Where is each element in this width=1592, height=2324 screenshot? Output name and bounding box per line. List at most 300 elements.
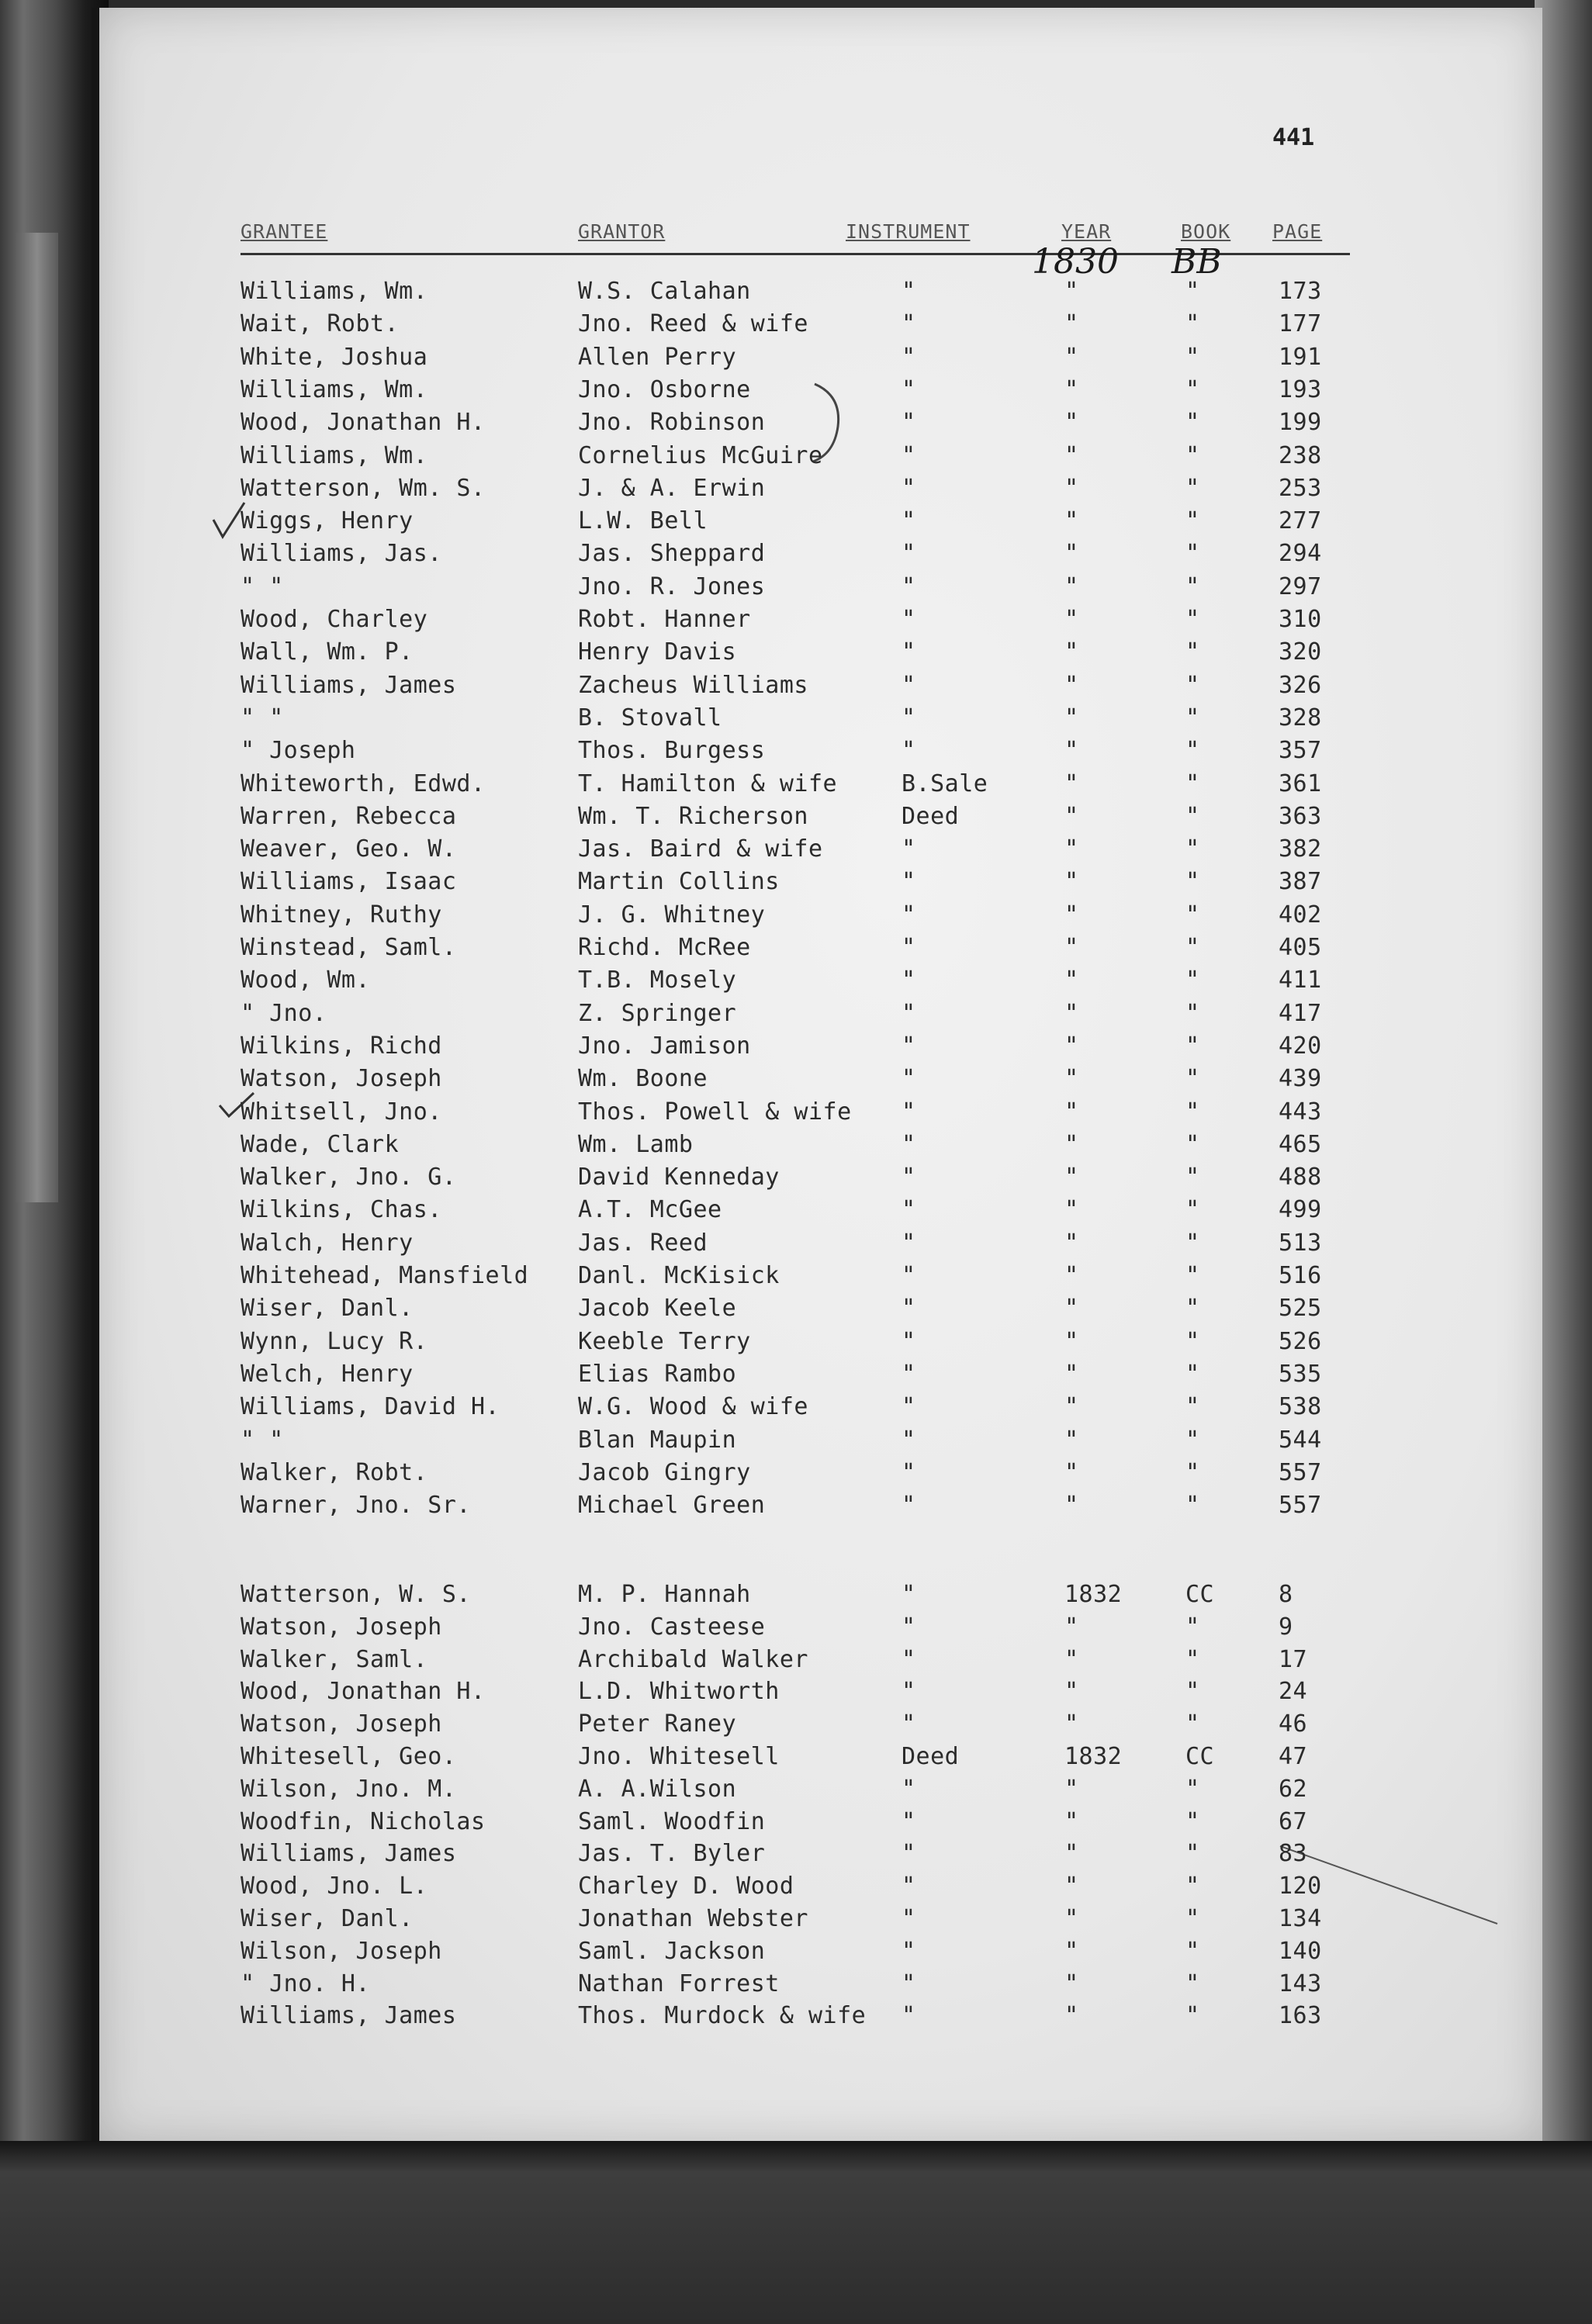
table-row (0, 1459, 1592, 1492)
cell-book: " (1185, 310, 1200, 338)
cell-grantor: L.D. Whitworth (578, 1678, 780, 1706)
cell-instrument: " (902, 1229, 916, 1257)
cell-grantor: Thos. Murdock & wife (578, 2002, 867, 2030)
cell-book: " (1185, 409, 1200, 437)
table-row (0, 1262, 1592, 1295)
cell-instrument: " (902, 1130, 916, 1158)
cell-grantee: Winstead, Saml. (241, 934, 457, 961)
cell-year: " (1064, 1196, 1079, 1224)
cell-grantor: Archibald Walker (578, 1645, 808, 1673)
table-row (0, 2002, 1592, 2035)
table-row (0, 475, 1592, 507)
cell-instrument: " (902, 1196, 916, 1224)
cell-page: 465 (1279, 1130, 1322, 1158)
cell-grantor: Jno. Osborne (578, 375, 751, 403)
cell-year: " (1064, 375, 1079, 403)
cell-book: " (1185, 507, 1200, 535)
cell-instrument: " (902, 1581, 916, 1608)
cell-grantee: " Jno. H. (241, 1970, 371, 1997)
cell-year: " (1064, 540, 1079, 568)
cell-book: " (1185, 1775, 1200, 1803)
cell-grantee: Walker, Saml. (241, 1645, 428, 1673)
cell-instrument: " (902, 967, 916, 994)
cell-instrument: " (902, 507, 916, 535)
table-row (0, 1840, 1592, 1873)
cell-page: 46 (1279, 1710, 1308, 1738)
table-row (0, 278, 1592, 310)
cell-instrument: " (902, 1164, 916, 1191)
cell-page: 67 (1279, 1807, 1308, 1835)
cell-grantee: Watson, Joseph (241, 1710, 442, 1738)
cell-grantor: Zacheus Williams (578, 671, 808, 699)
cell-page: 140 (1279, 1937, 1322, 1965)
cell-book: " (1185, 1613, 1200, 1641)
cell-page: 17 (1279, 1645, 1308, 1673)
cell-grantor: Keeble Terry (578, 1327, 751, 1355)
cell-grantor: Danl. McKisick (578, 1262, 780, 1289)
cell-page: 191 (1279, 343, 1322, 371)
cell-grantor: Blan Maupin (578, 1426, 737, 1454)
cell-page: 417 (1279, 999, 1322, 1027)
table-row (0, 1938, 1592, 1970)
cell-grantor: Jno. Reed & wife (578, 310, 808, 338)
cell-year: " (1064, 934, 1079, 961)
cell-grantor: J. & A. Erwin (578, 474, 766, 502)
cell-page: 499 (1279, 1196, 1322, 1224)
cell-grantor: Jacob Gingry (578, 1458, 751, 1486)
cell-book: CC (1185, 1581, 1215, 1608)
cell-book: " (1185, 540, 1200, 568)
table-row (0, 1970, 1592, 2003)
cell-grantee: Watterson, W. S. (241, 1581, 471, 1608)
cell-book: " (1185, 967, 1200, 994)
cell-page: 253 (1279, 474, 1322, 502)
cell-grantor: W.S. Calahan (578, 278, 751, 305)
cell-page: 538 (1279, 1393, 1322, 1421)
table-row (0, 310, 1592, 343)
cell-instrument: " (902, 1873, 916, 1900)
cell-grantor: L.W. Bell (578, 507, 708, 535)
cell-book: " (1185, 1164, 1200, 1191)
cell-grantor: Jonathan Webster (578, 1905, 808, 1932)
cell-page: 443 (1279, 1098, 1322, 1126)
cell-grantee: Watson, Joseph (241, 1613, 442, 1641)
cell-instrument: " (902, 671, 916, 699)
cell-book: " (1185, 1065, 1200, 1093)
cell-book: " (1185, 704, 1200, 731)
cell-year: " (1064, 1393, 1079, 1421)
cell-book: " (1185, 1393, 1200, 1421)
cell-grantor: Michael Green (578, 1492, 766, 1520)
cell-book: " (1185, 1360, 1200, 1388)
cell-page: 544 (1279, 1426, 1322, 1454)
cell-page: 405 (1279, 934, 1322, 961)
cell-year: " (1064, 868, 1079, 896)
cell-grantee: Whitney, Ruthy (241, 901, 442, 929)
cell-book: " (1185, 1426, 1200, 1454)
cell-instrument: Deed (902, 1743, 960, 1770)
cell-page: 24 (1279, 1678, 1308, 1706)
cell-page: 173 (1279, 278, 1322, 305)
cell-grantee: Wood, Jonathan H. (241, 409, 486, 437)
cell-page: 47 (1279, 1743, 1308, 1770)
cell-page: 363 (1279, 802, 1322, 830)
cell-instrument: " (902, 835, 916, 863)
table-row (0, 672, 1592, 704)
cell-page: 143 (1279, 1970, 1322, 1997)
cell-grantee: Wiser, Danl. (241, 1295, 414, 1323)
cell-year: " (1064, 1807, 1079, 1835)
cell-instrument: " (902, 1613, 916, 1641)
cell-instrument: " (902, 704, 916, 731)
cell-grantor: Saml. Jackson (578, 1937, 766, 1965)
table-row (0, 507, 1592, 540)
cell-year: " (1064, 1327, 1079, 1355)
cell-grantor: Z. Springer (578, 999, 737, 1027)
cell-year: " (1064, 278, 1079, 305)
cell-page: 525 (1279, 1295, 1322, 1323)
cell-instrument: " (902, 1065, 916, 1093)
cell-book: " (1185, 441, 1200, 469)
cell-instrument: " (902, 901, 916, 929)
cell-grantor: Saml. Woodfin (578, 1807, 766, 1835)
table-row (0, 1710, 1592, 1743)
cell-grantor: Jacob Keele (578, 1295, 737, 1323)
cell-grantor: W.G. Wood & wife (578, 1393, 808, 1421)
cell-page: 516 (1279, 1262, 1322, 1289)
cell-book: " (1185, 1970, 1200, 1997)
cell-instrument: " (902, 474, 916, 502)
cell-grantor: Allen Perry (578, 343, 737, 371)
table-row (0, 1131, 1592, 1164)
cell-year: 1832 (1064, 1581, 1123, 1608)
table-row (0, 573, 1592, 606)
cell-book: " (1185, 671, 1200, 699)
cell-instrument: B.Sale (902, 769, 988, 797)
table-row (0, 1098, 1592, 1131)
cell-book: " (1185, 1295, 1200, 1323)
cell-grantee: Williams, Wm. (241, 375, 428, 403)
cell-book: " (1185, 606, 1200, 633)
cell-instrument: " (902, 1360, 916, 1388)
cell-grantee: Walker, Robt. (241, 1458, 428, 1486)
cell-grantee: Whitesell, Geo. (241, 1743, 457, 1770)
cell-year: " (1064, 1229, 1079, 1257)
cell-grantee: Williams, Jas. (241, 540, 442, 568)
table-row (0, 638, 1592, 671)
cell-book: " (1185, 802, 1200, 830)
cell-grantee: " " (241, 704, 284, 731)
cell-grantor: T. Hamilton & wife (578, 769, 838, 797)
cell-grantee: Wade, Clark (241, 1130, 400, 1158)
cell-page: 411 (1279, 967, 1322, 994)
cell-page: 199 (1279, 409, 1322, 437)
cell-year: " (1064, 999, 1079, 1027)
cell-grantor: Henry Davis (578, 638, 737, 666)
handwritten-year: 1830 (1032, 242, 1119, 282)
cell-book: " (1185, 638, 1200, 666)
cell-year: " (1064, 1873, 1079, 1900)
cell-page: 420 (1279, 1032, 1322, 1060)
cell-book: " (1185, 343, 1200, 371)
table-row (0, 1808, 1592, 1841)
cell-year: " (1064, 409, 1079, 437)
cell-instrument: " (902, 278, 916, 305)
cell-instrument: " (902, 934, 916, 961)
cell-grantee: Williams, Isaac (241, 868, 457, 896)
cell-page: 488 (1279, 1164, 1322, 1191)
cell-page: 294 (1279, 540, 1322, 568)
table-row (0, 1646, 1592, 1679)
cell-year: " (1064, 638, 1079, 666)
table-row (0, 1361, 1592, 1393)
cell-page: 535 (1279, 1360, 1322, 1388)
cell-instrument: " (902, 1710, 916, 1738)
cell-page: 177 (1279, 310, 1322, 338)
cell-page: 557 (1279, 1492, 1322, 1520)
table-row (0, 540, 1592, 572)
cell-year: " (1064, 1970, 1079, 1997)
cell-book: " (1185, 1196, 1200, 1224)
cell-year: " (1064, 2002, 1079, 2030)
cell-instrument: " (902, 1492, 916, 1520)
cell-year: " (1064, 441, 1079, 469)
cell-grantor: Wm. Lamb (578, 1130, 694, 1158)
cell-year: " (1064, 704, 1079, 731)
cell-page: 238 (1279, 441, 1322, 469)
cell-grantee: Warren, Rebecca (241, 802, 457, 830)
table-row (0, 1065, 1592, 1098)
cell-instrument: " (902, 999, 916, 1027)
table-row (0, 376, 1592, 409)
cell-book: " (1185, 934, 1200, 961)
cell-instrument: " (902, 1937, 916, 1965)
table-row (0, 803, 1592, 835)
table-row (0, 1905, 1592, 1938)
cell-year: " (1064, 606, 1079, 633)
cell-year: " (1064, 1426, 1079, 1454)
cell-grantee: White, Joshua (241, 343, 428, 371)
header-grantee: GRANTEE (241, 220, 328, 243)
table-row (0, 967, 1592, 999)
cell-grantee: Wilson, Joseph (241, 1937, 442, 1965)
cell-instrument: " (902, 638, 916, 666)
cell-grantee: Welch, Henry (241, 1360, 414, 1388)
cell-grantor: Jas. T. Byler (578, 1840, 766, 1868)
cell-year: " (1064, 1458, 1079, 1486)
table-row (0, 442, 1592, 475)
cell-grantee: Williams, James (241, 671, 457, 699)
cell-instrument: " (902, 1645, 916, 1673)
cell-instrument: " (902, 540, 916, 568)
cell-grantee: " Jno. (241, 999, 327, 1027)
table-row (0, 344, 1592, 376)
cell-grantee: " Joseph (241, 737, 356, 765)
table-row (0, 934, 1592, 967)
table-row (0, 1393, 1592, 1426)
table-row (0, 606, 1592, 638)
cell-book: " (1185, 1229, 1200, 1257)
table-row (0, 704, 1592, 737)
header-book: BOOK (1181, 220, 1231, 243)
table-row (0, 1613, 1592, 1646)
cell-grantor: Thos. Powell & wife (578, 1098, 852, 1126)
cell-book: " (1185, 1937, 1200, 1965)
table-row (0, 1492, 1592, 1524)
cell-book: " (1185, 375, 1200, 403)
cell-book: " (1185, 1645, 1200, 1673)
cell-year: " (1064, 1065, 1079, 1093)
cell-grantor: Jno. R. Jones (578, 572, 766, 600)
cell-instrument: " (902, 737, 916, 765)
table-row (0, 1196, 1592, 1229)
cell-page: 8 (1279, 1581, 1293, 1608)
cell-year: 1832 (1064, 1743, 1123, 1770)
cell-grantor: Jas. Baird & wife (578, 835, 823, 863)
cell-grantor: Martin Collins (578, 868, 780, 896)
cell-year: " (1064, 1710, 1079, 1738)
cell-page: 193 (1279, 375, 1322, 403)
cell-book: " (1185, 868, 1200, 896)
cell-grantee: Wynn, Lucy R. (241, 1327, 428, 1355)
cell-year: " (1064, 769, 1079, 797)
cell-grantee: Watson, Joseph (241, 1065, 442, 1093)
cell-book: " (1185, 835, 1200, 863)
table-row (0, 1427, 1592, 1459)
cell-year: " (1064, 1492, 1079, 1520)
cell-page: 387 (1279, 868, 1322, 896)
cell-book: " (1185, 474, 1200, 502)
cell-year: " (1064, 1164, 1079, 1191)
header-grantor: GRANTOR (578, 220, 666, 243)
cell-year: " (1064, 1262, 1079, 1289)
cell-grantee: Wilkins, Richd (241, 1032, 442, 1060)
cell-year: " (1064, 1032, 1079, 1060)
cell-grantee: Whitsell, Jno. (241, 1098, 442, 1126)
cell-year: " (1064, 1098, 1079, 1126)
cell-grantee: Williams, David H. (241, 1393, 500, 1421)
cell-book: " (1185, 1807, 1200, 1835)
cell-page: 120 (1279, 1873, 1322, 1900)
cell-grantee: Woodfin, Nicholas (241, 1807, 486, 1835)
cell-instrument: " (902, 1775, 916, 1803)
cell-grantee: Wood, Jonathan H. (241, 1678, 486, 1706)
header-instrument: INSTRUMENT (846, 220, 971, 243)
cell-instrument: " (902, 409, 916, 437)
cell-grantor: Peter Raney (578, 1710, 737, 1738)
cell-year: " (1064, 901, 1079, 929)
cell-grantee: Wood, Wm. (241, 967, 371, 994)
cell-instrument: " (902, 868, 916, 896)
cell-book: " (1185, 1840, 1200, 1868)
cell-book: " (1185, 1678, 1200, 1706)
cell-page: 297 (1279, 572, 1322, 600)
cell-grantee: Weaver, Geo. W. (241, 835, 457, 863)
cell-page: 9 (1279, 1613, 1293, 1641)
cell-instrument: " (902, 1807, 916, 1835)
cell-instrument: " (902, 1970, 916, 1997)
cell-page: 83 (1279, 1840, 1308, 1868)
cell-grantee: Wood, Charley (241, 606, 428, 633)
cell-page: 277 (1279, 507, 1322, 535)
cell-year: " (1064, 967, 1079, 994)
table-row (0, 409, 1592, 441)
cell-year: " (1064, 572, 1079, 600)
cell-grantee: Wilkins, Chas. (241, 1196, 442, 1224)
cell-instrument: " (902, 441, 916, 469)
cell-book: " (1185, 278, 1200, 305)
cell-instrument: " (902, 343, 916, 371)
cell-page: 326 (1279, 671, 1322, 699)
table-row (0, 835, 1592, 868)
cell-instrument: " (902, 1426, 916, 1454)
header-year: YEAR (1061, 220, 1112, 243)
cell-book: " (1185, 769, 1200, 797)
cell-grantor: Wm. Boone (578, 1065, 708, 1093)
cell-year: " (1064, 737, 1079, 765)
cell-instrument: " (902, 572, 916, 600)
cell-year: " (1064, 474, 1079, 502)
cell-grantee: Williams, James (241, 1840, 457, 1868)
cell-book: " (1185, 1492, 1200, 1520)
cell-instrument: " (902, 1032, 916, 1060)
page-number: 441 (1272, 124, 1315, 151)
cell-year: " (1064, 1613, 1079, 1641)
cell-grantor: Charley D. Wood (578, 1873, 794, 1900)
cell-grantor: Nathan Forrest (578, 1970, 780, 1997)
cell-year: " (1064, 835, 1079, 863)
cell-grantor: Cornelius McGuire (578, 441, 823, 469)
cell-grantor: A. A.Wilson (578, 1775, 737, 1803)
cell-year: " (1064, 1905, 1079, 1932)
cell-grantor: Wm. T. Richerson (578, 802, 808, 830)
cell-grantor: B. Stovall (578, 704, 722, 731)
cell-book: " (1185, 1032, 1200, 1060)
table-row (0, 1328, 1592, 1361)
cell-instrument: " (902, 1327, 916, 1355)
cell-grantor: Jno. Casteese (578, 1613, 766, 1641)
cell-page: 382 (1279, 835, 1322, 863)
cell-page: 328 (1279, 704, 1322, 731)
cell-instrument: Deed (902, 802, 960, 830)
cell-grantee: Wall, Wm. P. (241, 638, 414, 666)
cell-page: 320 (1279, 638, 1322, 666)
handwritten-book: BB (1172, 242, 1222, 282)
cell-grantee: " " (241, 572, 284, 600)
cell-book: " (1185, 901, 1200, 929)
table-row (0, 1164, 1592, 1196)
cell-grantee: Wilson, Jno. M. (241, 1775, 457, 1803)
cell-grantor: Jas. Reed (578, 1229, 708, 1257)
cell-book: " (1185, 999, 1200, 1027)
table-row (0, 1581, 1592, 1613)
cell-year: " (1064, 1645, 1079, 1673)
cell-page: 134 (1279, 1905, 1322, 1932)
cell-grantee: Williams, James (241, 2002, 457, 2030)
cell-page: 402 (1279, 901, 1322, 929)
cell-page: 361 (1279, 769, 1322, 797)
cell-grantee: Warner, Jno. Sr. (241, 1492, 471, 1520)
table-row (0, 1295, 1592, 1327)
table-row (0, 1873, 1592, 1905)
table-row (0, 770, 1592, 803)
cell-grantor: J. G. Whitney (578, 901, 766, 929)
cell-page: 163 (1279, 2002, 1322, 2030)
cell-book: " (1185, 1262, 1200, 1289)
cell-book: " (1185, 737, 1200, 765)
cell-grantee: Whitehead, Mansfield (241, 1262, 529, 1289)
bottom-background (0, 2141, 1592, 2324)
